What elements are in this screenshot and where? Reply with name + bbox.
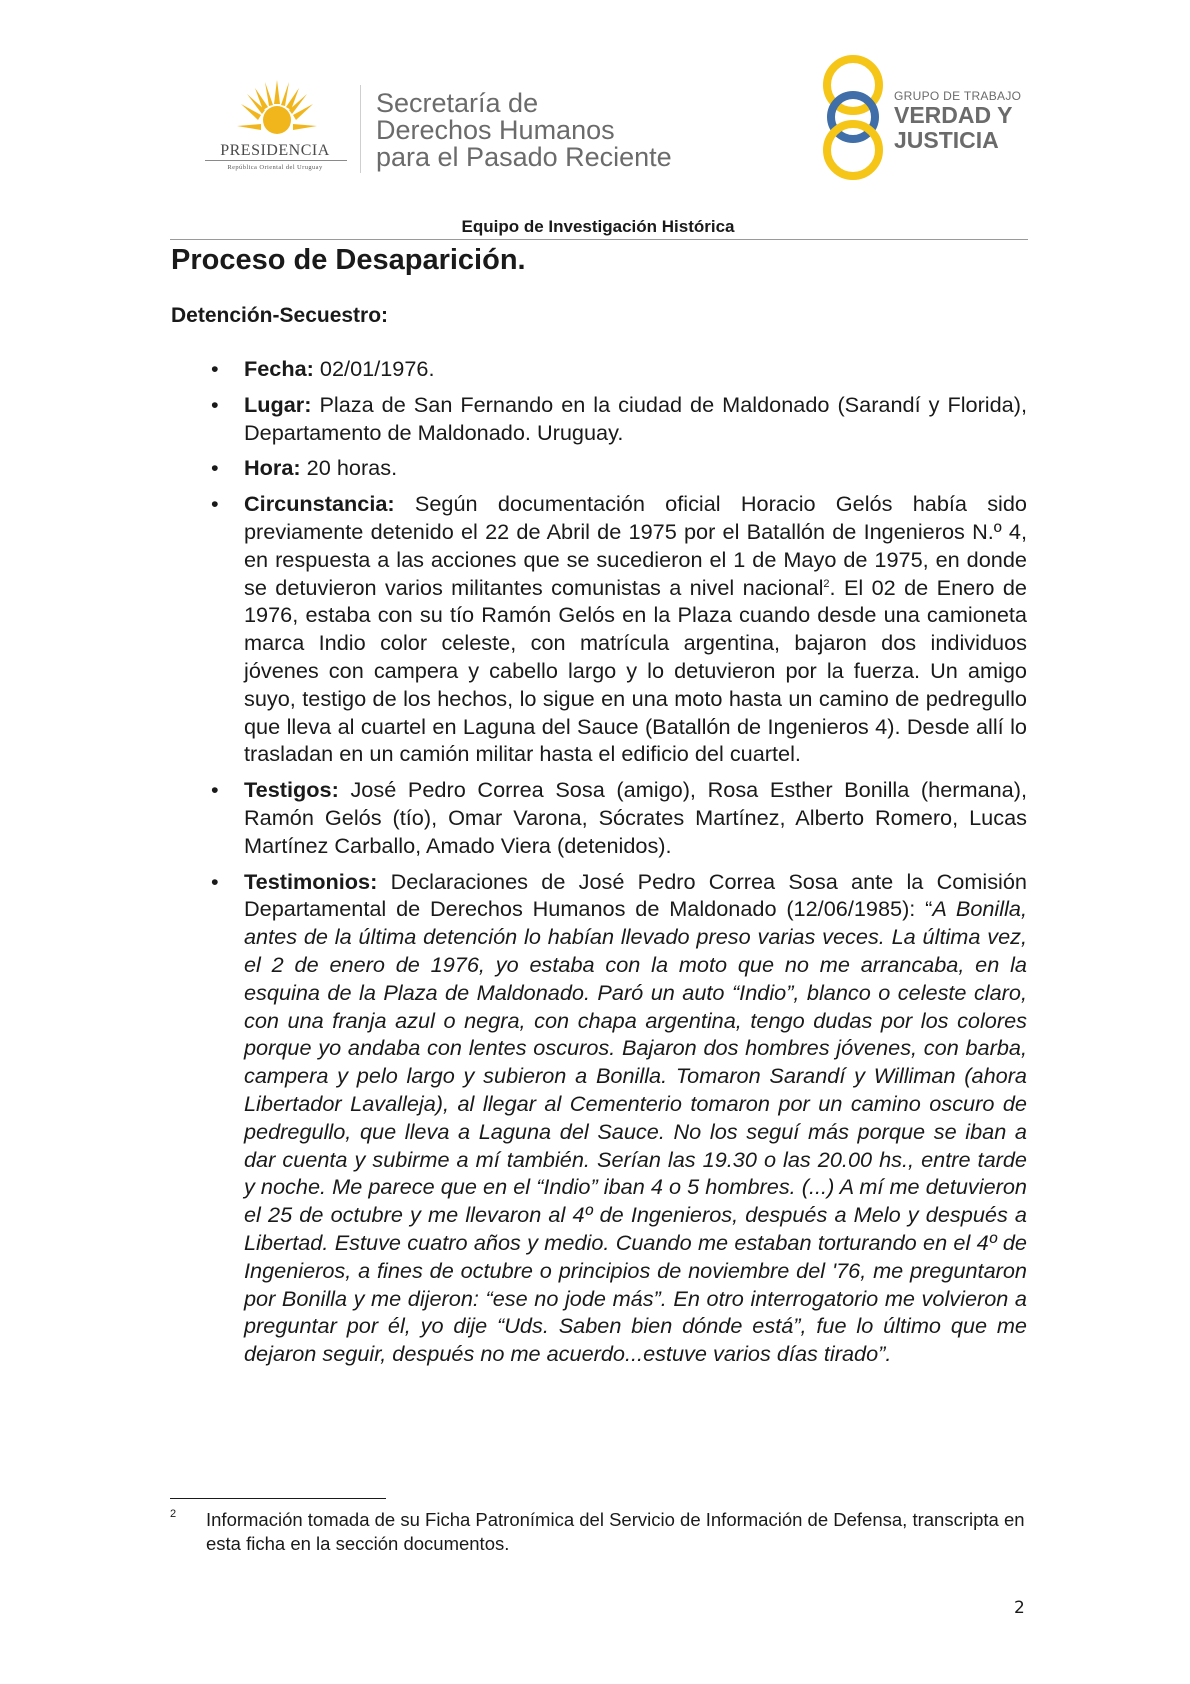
grupo-label: GRUPO DE TRABAJO xyxy=(894,89,1022,103)
rings-icon xyxy=(818,55,888,180)
item-label: Testimonios: xyxy=(244,868,378,894)
presidencia-name: PRESIDENCIA xyxy=(220,142,330,159)
item-text: Según documentación oficial Horacio Gelós había sido previamente detenido el 22 de Abril de 1975 por el Batallón de Ingenieros N.º 4, en respuesta a las acciones que se sucedieron el 1 de Mayo de 1975, en donde se detuvieron varios militantes comunistas a nivel nacional xyxy=(244,491,1027,600)
list-item-testimonios xyxy=(211,868,1027,1368)
section-title: Proceso de Desaparición. xyxy=(171,244,526,276)
item-text: Plaza de San Fernando en la ciudad de Maldonado (Sarandí y Florida), Departamento de Maldonado. Uruguay. xyxy=(244,391,1027,445)
logo-divider xyxy=(360,85,361,173)
sun-icon xyxy=(237,78,317,148)
justicia-line: JUSTICIA xyxy=(894,127,999,153)
presidencia-subtitle: República Oriental del Uruguay xyxy=(227,164,323,171)
list-item-hora xyxy=(211,454,1027,482)
bullet-icon: • xyxy=(211,356,219,381)
item-label: Fecha: xyxy=(244,356,314,381)
bullet-icon: • xyxy=(211,391,219,417)
secretaria-line-3: para el Pasado Reciente xyxy=(376,142,672,172)
list-item-lugar xyxy=(211,391,1027,447)
bullet-icon: • xyxy=(211,455,219,481)
item-text: 20 horas. xyxy=(300,455,398,481)
secretaria-logo xyxy=(376,90,672,171)
footnote-rule xyxy=(170,1498,386,1499)
item-label: Lugar: xyxy=(244,391,312,417)
header-rule xyxy=(170,239,1028,240)
verdad-line: VERDAD Y xyxy=(894,102,1013,128)
detention-details-list xyxy=(211,355,1027,1376)
bullet-icon: • xyxy=(211,868,219,894)
list-item-circunstancia xyxy=(211,490,1027,768)
verdad-justicia-title xyxy=(894,103,1012,153)
footnote-ref[interactable]: 2 xyxy=(823,577,830,590)
page-number: 2 xyxy=(1014,1598,1025,1618)
item-label: Testigos: xyxy=(244,777,339,803)
item-text: José Pedro Correa Sosa (amigo), Rosa Esther Bonilla (hermana), Ramón Gelós (tío), Omar Varona, Sócrates Martínez, Alberto Romero, Lucas Martínez Carballo, Amado Viera (detenidos). xyxy=(244,777,1027,858)
footnote-number: 2 xyxy=(170,1508,177,1520)
verdad-justicia-logo xyxy=(818,55,1028,180)
item-label: Circunstancia: xyxy=(244,491,395,517)
subsection-title: Detención-Secuestro: xyxy=(171,304,389,327)
testimony-quote: A Bonilla, antes de la última detención lo habían llevado preso varias veces. La última vez, el 2 de enero de 1976, yo estaba con la moto que no me arrancaba, en la esquina de la Plaza de Maldonado. Paró un auto “Indio”, blanco o celeste claro, con una franja azul o negra, con chapa argentina, tengo dudas por los colores porque yo andaba con lentes oscuros. Bajaron dos hombres jóvenes, con barba, campera y pelo largo y subieron a Bonilla. Tomaron Sarandí y Williman (ahora Libertador Lavalleja), al llegar al Cementerio tomaron por un camino oscuro de pedregullo, que lleva a Laguna del Sauce. No los seguí más porque se iban a dar cuenta y subirme a mí también. Serían las 19.30 o las 20.00 hs., entre tarde y noche. Me parece que en el “Indio” iban 4 o 5 hombres. (...) A mí me detuvieron el 25 de octubre y me llevaron al 4º de Ingenieros, después a Melo y después a Libertad. Estuve cuatro años y medio. Cuando me estaban torturando en el 4º de Ingenieros, a fines de octubre o principios de noviembre del '76, me preguntaron por Bonilla y me dijeron: “ese no jode más”. En otro interrogatorio me volvieron a preguntar por él, yo dije “Uds. Saben bien dónde está”, fue lo último que me dejaron seguir, después no me acuerdo...estuve varios días tirado”. xyxy=(244,896,1027,1367)
item-text-continued: . El 02 de Enero de 1976, estaba con su tío Ramón Gelós en la Plaza cuando desde una camioneta marca Indio color celeste, con matrícula argentina, bajaron dos individuos jóvenes con campera y cabello largo y lo detuvieron por la fuerza. Un amigo suyo, testigo de los hechos, lo sigue en una moto hasta un camino de pedregullo que lleva al cuartel en Laguna del Sauce (Batallón de Ingenieros 4). Desde allí lo trasladan en un camión militar hasta el edificio del cuartel. xyxy=(244,574,1027,767)
bullet-icon: • xyxy=(211,777,219,803)
item-text: Declaraciones de José Pedro Correa Sosa ante la Comisión Departamental de Derechos Humanos de Maldonado (12/06/1985): “ xyxy=(244,868,1027,922)
list-item-fecha xyxy=(211,355,1027,383)
presidencia-logo xyxy=(195,78,355,178)
header-caption: Equipo de Investigación Histórica xyxy=(461,217,735,236)
list-item-testigos xyxy=(211,776,1027,859)
item-text: 02/01/1976. xyxy=(313,356,435,381)
footnote-text: Información tomada de su Ficha Patronímica del Servicio de Información de Defensa, transcripta en esta ficha en la sección documentos. xyxy=(206,1509,1025,1554)
secretaria-line-2: Derechos Humanos xyxy=(376,115,615,145)
bullet-icon: • xyxy=(211,491,219,517)
presidencia-rule xyxy=(205,160,347,161)
secretaria-line-1: Secretaría de xyxy=(376,88,539,118)
item-label: Hora: xyxy=(244,455,301,481)
